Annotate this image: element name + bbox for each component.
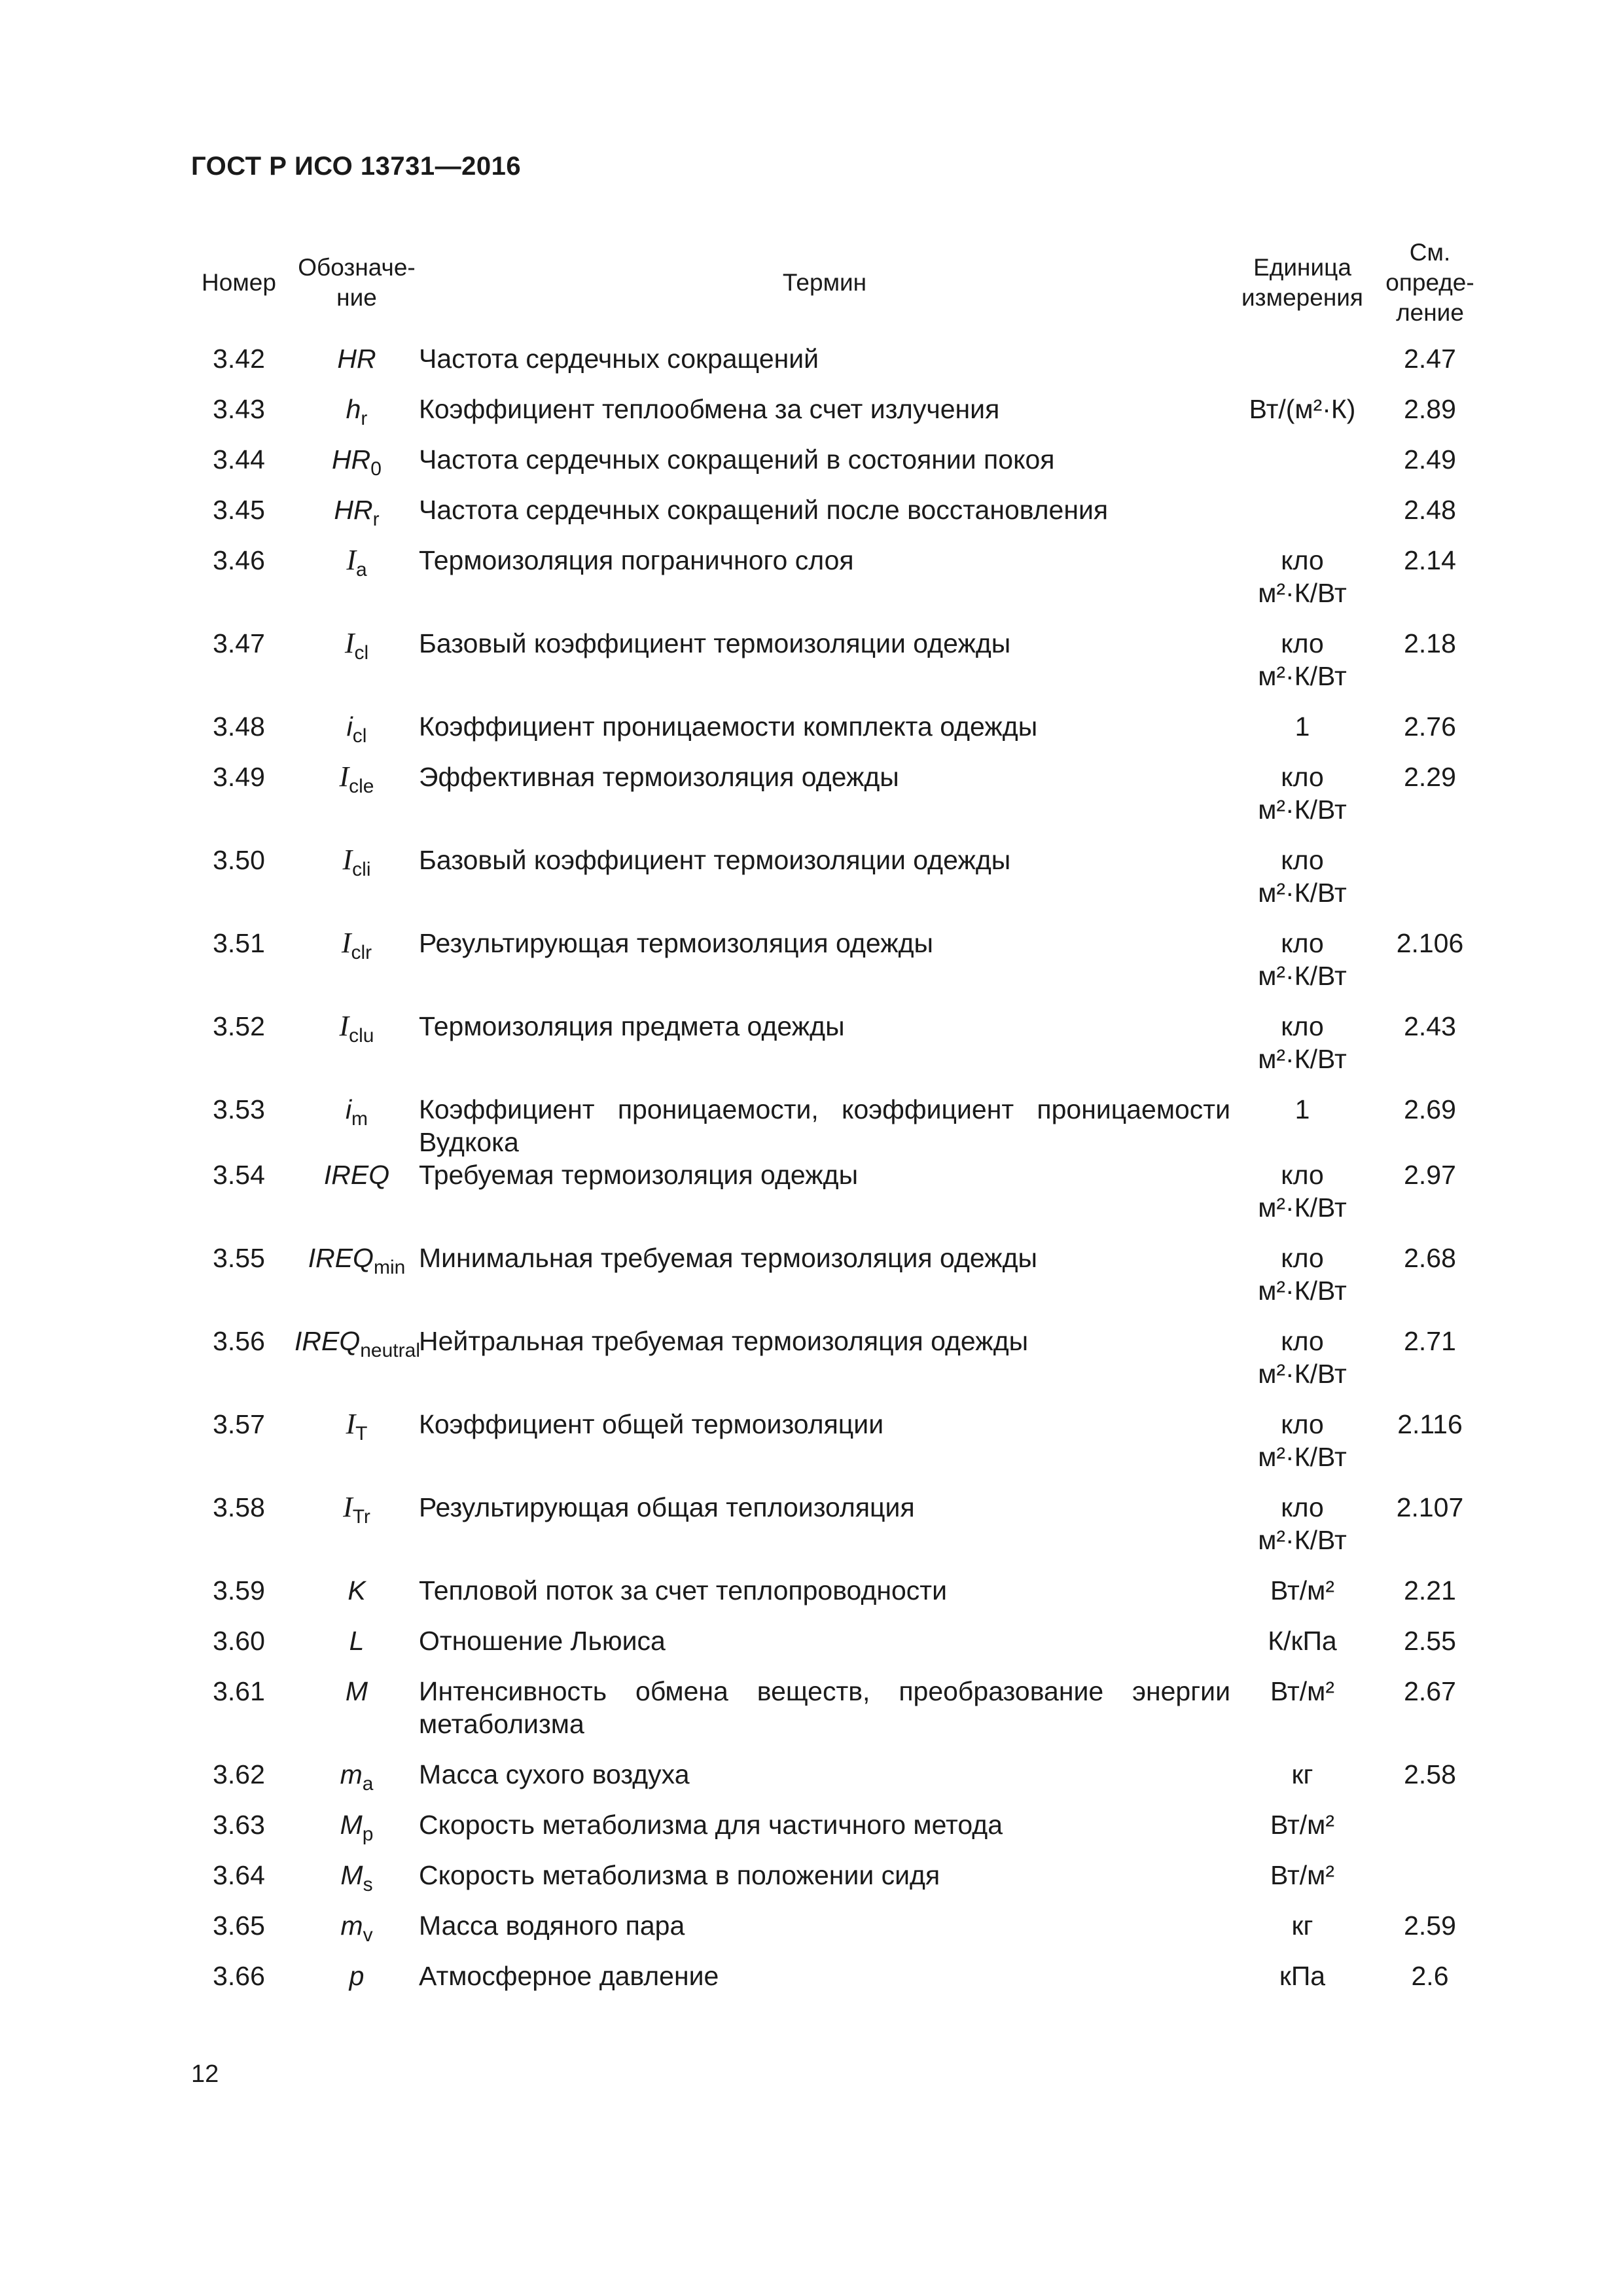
- row-unit: [1230, 393, 1374, 443]
- row-term: Коэффициент общей термоизоляции: [419, 1409, 884, 1439]
- unit-text: Вт/(м²·К): [1249, 394, 1356, 424]
- symbol-main: h: [346, 394, 361, 424]
- row-symbol: [294, 1859, 419, 1909]
- row-reference: [1374, 844, 1486, 927]
- unit-text: Вт/м²: [1270, 1676, 1334, 1706]
- table-row: [183, 927, 1486, 1010]
- row-unit: [1230, 927, 1374, 1010]
- row-number: 3.52: [213, 1011, 265, 1041]
- table-row: [183, 710, 1486, 761]
- symbol-subscript: clr: [351, 942, 372, 963]
- symbol-main: I: [339, 1010, 349, 1042]
- symbol-main: IREQ: [323, 1160, 390, 1190]
- unit-text: м²·К/Вт: [1258, 795, 1347, 825]
- row-reference: 2.76: [1404, 711, 1456, 742]
- row-unit: [1230, 1010, 1374, 1093]
- row-reference: [1374, 1859, 1486, 1909]
- row-term: Эффективная термоизоляция одежды: [419, 762, 899, 792]
- row-number: 3.55: [213, 1243, 265, 1273]
- row-reference: 2.21: [1404, 1575, 1456, 1605]
- unit-text: К/кПа: [1268, 1626, 1337, 1656]
- row-unit: [1230, 342, 1374, 393]
- row-symbol: [294, 443, 419, 493]
- symbol-subscript: clu: [349, 1025, 374, 1047]
- symbol-subscript: r: [372, 509, 380, 530]
- unit-text: кПа: [1279, 1961, 1326, 1991]
- row-term: Скорость метаболизма для частичного метода: [419, 1810, 1003, 1840]
- row-reference: 2.59: [1404, 1910, 1456, 1941]
- symbol-main: HR: [334, 495, 373, 525]
- row-number: 3.61: [213, 1676, 265, 1706]
- symbol-subscript: a: [362, 1773, 374, 1795]
- table-row: [183, 1808, 1486, 1859]
- row-number: 3.63: [213, 1810, 265, 1840]
- symbol-main: IREQ: [308, 1243, 374, 1273]
- row-number: 3.65: [213, 1910, 265, 1941]
- row-number: 3.62: [213, 1759, 265, 1789]
- row-unit: [1230, 844, 1374, 927]
- row-unit: [1230, 710, 1374, 761]
- row-symbol: [294, 1909, 419, 1960]
- row-number: 3.44: [213, 444, 265, 475]
- column-header-number: Номер: [202, 269, 276, 296]
- row-term: Скорость метаболизма в положении сидя: [419, 1860, 940, 1890]
- symbol-subscript: cl: [354, 642, 369, 664]
- row-term: Результирующая термоизоляция одежды: [419, 928, 934, 958]
- row-reference: 2.6: [1411, 1961, 1449, 1991]
- unit-text: м²·К/Вт: [1258, 1442, 1347, 1472]
- table-header-row: [183, 232, 1486, 342]
- unit-text: кло: [1281, 1492, 1324, 1522]
- unit-text: Вт/м²: [1270, 1575, 1334, 1605]
- table-row: [183, 1408, 1486, 1491]
- row-symbol: [294, 710, 419, 761]
- row-number: 3.58: [213, 1492, 265, 1522]
- row-reference: 2.89: [1404, 394, 1456, 424]
- symbol-subscript: min: [373, 1257, 406, 1278]
- row-number: 3.53: [213, 1094, 265, 1124]
- table-row: [183, 627, 1486, 710]
- row-symbol: [294, 1960, 419, 2010]
- row-symbol: [294, 1491, 419, 1574]
- row-reference: 2.29: [1404, 762, 1456, 792]
- row-symbol: [294, 544, 419, 627]
- row-number: 3.64: [213, 1860, 265, 1890]
- symbol-main: K: [348, 1575, 366, 1605]
- symbol-main: HR: [337, 344, 376, 374]
- row-term: Частота сердечных сокращений в состоянии покоя: [419, 444, 1055, 475]
- row-symbol: [294, 761, 419, 844]
- symbol-subscript: s: [363, 1874, 373, 1895]
- symbol-subscript: 0: [370, 458, 382, 480]
- symbol-subscript: r: [361, 408, 368, 429]
- row-term: Коэффициент проницаемости комплекта одежды: [419, 711, 1038, 742]
- row-number: 3.66: [213, 1961, 265, 1991]
- row-reference: 2.68: [1404, 1243, 1456, 1273]
- table-row: [183, 844, 1486, 927]
- unit-text: кг: [1291, 1759, 1313, 1789]
- row-term: Коэффициент проницаемости, коэффициент проницаемости Вудкока: [419, 1094, 1230, 1157]
- row-unit: [1230, 1574, 1374, 1624]
- row-reference: 2.47: [1404, 344, 1456, 374]
- symbol-main: IREQ: [294, 1326, 361, 1356]
- unit-text: кло: [1281, 928, 1324, 958]
- symbol-main: i: [346, 711, 353, 742]
- row-unit: [1230, 1325, 1374, 1408]
- row-unit: [1230, 627, 1374, 710]
- row-term: Базовый коэффициент термоизоляции одежды: [419, 628, 1011, 658]
- table-row: [183, 1242, 1486, 1325]
- row-unit: [1230, 1408, 1374, 1491]
- row-number: 3.46: [213, 545, 265, 575]
- row-unit: [1230, 1909, 1374, 1960]
- unit-text: 1: [1294, 1094, 1310, 1124]
- page-number: 12: [191, 2060, 219, 2088]
- row-number: 3.45: [213, 495, 265, 525]
- symbol-main: I: [342, 844, 353, 876]
- row-number: 3.57: [213, 1409, 265, 1439]
- table-header: [183, 232, 1486, 342]
- symbol-subscript: v: [363, 1924, 373, 1946]
- symbol-main: m: [340, 1759, 363, 1789]
- symbol-main: L: [349, 1626, 365, 1656]
- symbol-subscript: cle: [349, 776, 374, 797]
- symbol-subscript: cl: [352, 725, 367, 747]
- row-term: Атмосферное давление: [419, 1961, 719, 1991]
- unit-text: м²·К/Вт: [1258, 878, 1347, 908]
- row-symbol: [294, 1093, 419, 1158]
- unit-text: 1: [1294, 711, 1310, 742]
- unit-text: м²·К/Вт: [1258, 961, 1347, 991]
- symbol-subscript: a: [355, 559, 367, 581]
- row-term: Минимальная требуемая термоизоляция одежды: [419, 1243, 1037, 1273]
- unit-text: м²·К/Вт: [1258, 1193, 1347, 1223]
- row-term: Частота сердечных сокращений: [419, 344, 819, 374]
- symbol-main: I: [344, 627, 355, 659]
- row-symbol: [294, 627, 419, 710]
- row-number: 3.42: [213, 344, 265, 374]
- row-symbol: [294, 1408, 419, 1491]
- row-symbol: [294, 1675, 419, 1758]
- symbol-main: I: [341, 927, 351, 959]
- table-row: [183, 1624, 1486, 1675]
- unit-text: м²·К/Вт: [1258, 1276, 1347, 1306]
- unit-text: кло: [1281, 628, 1324, 658]
- row-symbol: [294, 1325, 419, 1408]
- row-symbol: [294, 1010, 419, 1093]
- row-number: 3.60: [213, 1626, 265, 1656]
- column-header-symbol: Обозначе- ние: [298, 254, 416, 311]
- symbol-main: I: [346, 1408, 356, 1440]
- row-unit: [1230, 1624, 1374, 1675]
- column-header-reference: См. опреде- ление: [1385, 239, 1474, 326]
- column-header-term: Термин: [782, 269, 867, 296]
- table-row: [183, 1960, 1486, 2010]
- symbol-main: I: [339, 761, 349, 793]
- row-unit: [1230, 544, 1374, 627]
- row-unit: [1230, 443, 1374, 493]
- row-symbol: [294, 342, 419, 393]
- row-reference: 2.55: [1404, 1626, 1456, 1656]
- row-reference: 2.107: [1396, 1492, 1464, 1522]
- table-row: [183, 443, 1486, 493]
- row-term: Коэффициент теплообмена за счет излучения: [419, 394, 1000, 424]
- table-row: [183, 1010, 1486, 1093]
- unit-text: Вт/м²: [1270, 1860, 1334, 1890]
- row-unit: [1230, 1859, 1374, 1909]
- table-row: [183, 393, 1486, 443]
- row-term: Масса сухого воздуха: [419, 1759, 690, 1789]
- table-row: [183, 1491, 1486, 1574]
- row-unit: [1230, 1242, 1374, 1325]
- row-unit: [1230, 1808, 1374, 1859]
- row-term: Базовый коэффициент термоизоляции одежды: [419, 845, 1011, 875]
- table-row: [183, 761, 1486, 844]
- row-symbol: [294, 1242, 419, 1325]
- symbol-subscript: p: [362, 1823, 374, 1845]
- unit-text: Вт/м²: [1270, 1810, 1334, 1840]
- unit-text: м²·К/Вт: [1258, 1525, 1347, 1555]
- row-reference: 2.71: [1404, 1326, 1456, 1356]
- symbol-main: I: [346, 544, 356, 576]
- row-symbol: [294, 1158, 419, 1242]
- row-reference: 2.58: [1404, 1759, 1456, 1789]
- row-number: 3.54: [213, 1160, 265, 1190]
- table-row: [183, 342, 1486, 393]
- symbol-main: i: [345, 1094, 352, 1124]
- symbol-subscript: neutral: [360, 1340, 420, 1361]
- row-symbol: [294, 493, 419, 544]
- symbol-subscript: Tr: [352, 1506, 370, 1528]
- symbol-subscript: cli: [352, 859, 371, 880]
- row-reference: 2.14: [1404, 545, 1456, 575]
- table-row: [183, 1093, 1486, 1158]
- row-term: Тепловой поток за счет теплопроводности: [419, 1575, 947, 1605]
- table-row: [183, 1909, 1486, 1960]
- symbol-main: m: [340, 1910, 363, 1941]
- unit-text: кло: [1281, 545, 1324, 575]
- row-term: Требуемая термоизоляция одежды: [419, 1160, 859, 1190]
- table-row: [183, 1675, 1486, 1758]
- row-number: 3.49: [213, 762, 265, 792]
- symbol-subscript: m: [351, 1108, 368, 1130]
- row-symbol: [294, 1624, 419, 1675]
- row-number: 3.50: [213, 845, 265, 875]
- unit-text: кло: [1281, 1160, 1324, 1190]
- row-unit: [1230, 1158, 1374, 1242]
- row-term: Частота сердечных сокращений после восстановления: [419, 495, 1109, 525]
- row-reference: 2.18: [1404, 628, 1456, 658]
- unit-text: м²·К/Вт: [1258, 578, 1347, 608]
- table-body: [183, 342, 1486, 2010]
- symbol-main: M: [340, 1860, 363, 1890]
- row-reference: 2.49: [1404, 444, 1456, 475]
- symbol-main: p: [349, 1961, 365, 1991]
- unit-text: кло: [1281, 1011, 1324, 1041]
- unit-text: кг: [1291, 1910, 1313, 1941]
- unit-text: кло: [1281, 1243, 1324, 1273]
- row-term: Нейтральная требуемая термоизоляция одежды: [419, 1326, 1029, 1356]
- row-term: Масса водяного пара: [419, 1910, 685, 1941]
- table-row: [183, 544, 1486, 627]
- row-symbol: [294, 927, 419, 1010]
- row-symbol: [294, 1758, 419, 1808]
- symbol-main: I: [343, 1491, 353, 1523]
- row-unit: [1230, 1675, 1374, 1758]
- table-row: [183, 1158, 1486, 1242]
- row-reference: 2.67: [1404, 1676, 1456, 1706]
- symbol-main: M: [345, 1676, 368, 1706]
- row-reference: 2.69: [1404, 1094, 1456, 1124]
- unit-text: кло: [1281, 1326, 1324, 1356]
- table-row: [183, 1758, 1486, 1808]
- symbol-main: M: [340, 1810, 363, 1840]
- unit-text: кло: [1281, 1409, 1324, 1439]
- row-unit: [1230, 761, 1374, 844]
- row-unit: [1230, 1491, 1374, 1574]
- row-reference: 2.48: [1404, 495, 1456, 525]
- unit-text: кло: [1281, 845, 1324, 875]
- symbols-table: [183, 232, 1486, 2010]
- symbol-main: HR: [332, 444, 371, 475]
- row-term: Интенсивность обмена веществ, преобразование энергии метаболизма: [419, 1676, 1230, 1739]
- unit-text: кло: [1281, 762, 1324, 792]
- row-number: 3.56: [213, 1326, 265, 1356]
- unit-text: м²·К/Вт: [1258, 661, 1347, 691]
- row-term: Термоизоляция пограничного слоя: [419, 545, 854, 575]
- row-reference: [1374, 1808, 1486, 1859]
- row-unit: [1230, 1093, 1374, 1158]
- row-term: Отношение Льюиса: [419, 1626, 666, 1656]
- table-row: [183, 1574, 1486, 1624]
- row-unit: [1230, 493, 1374, 544]
- row-reference: 2.43: [1404, 1011, 1456, 1041]
- row-number: 3.47: [213, 628, 265, 658]
- row-symbol: [294, 1574, 419, 1624]
- table-row: [183, 1859, 1486, 1909]
- row-number: 3.51: [213, 928, 265, 958]
- row-term: Термоизоляция предмета одежды: [419, 1011, 845, 1041]
- row-symbol: [294, 393, 419, 443]
- document-header: ГОСТ Р ИСО 13731—2016: [191, 152, 522, 181]
- row-number: 3.59: [213, 1575, 265, 1605]
- symbol-subscript: T: [355, 1423, 368, 1444]
- row-unit: [1230, 1758, 1374, 1808]
- unit-text: м²·К/Вт: [1258, 1044, 1347, 1074]
- table-row: [183, 1325, 1486, 1408]
- unit-text: м²·К/Вт: [1258, 1359, 1347, 1389]
- row-reference: 2.97: [1404, 1160, 1456, 1190]
- row-number: 3.43: [213, 394, 265, 424]
- row-symbol: [294, 1808, 419, 1859]
- row-number: 3.48: [213, 711, 265, 742]
- column-header-unit: Единица измерения: [1241, 254, 1363, 311]
- row-reference: 2.116: [1397, 1409, 1463, 1439]
- row-term: Результирующая общая теплоизоляция: [419, 1492, 915, 1522]
- row-symbol: [294, 844, 419, 927]
- row-unit: [1230, 1960, 1374, 2010]
- row-reference: 2.106: [1396, 928, 1464, 958]
- table-row: [183, 493, 1486, 544]
